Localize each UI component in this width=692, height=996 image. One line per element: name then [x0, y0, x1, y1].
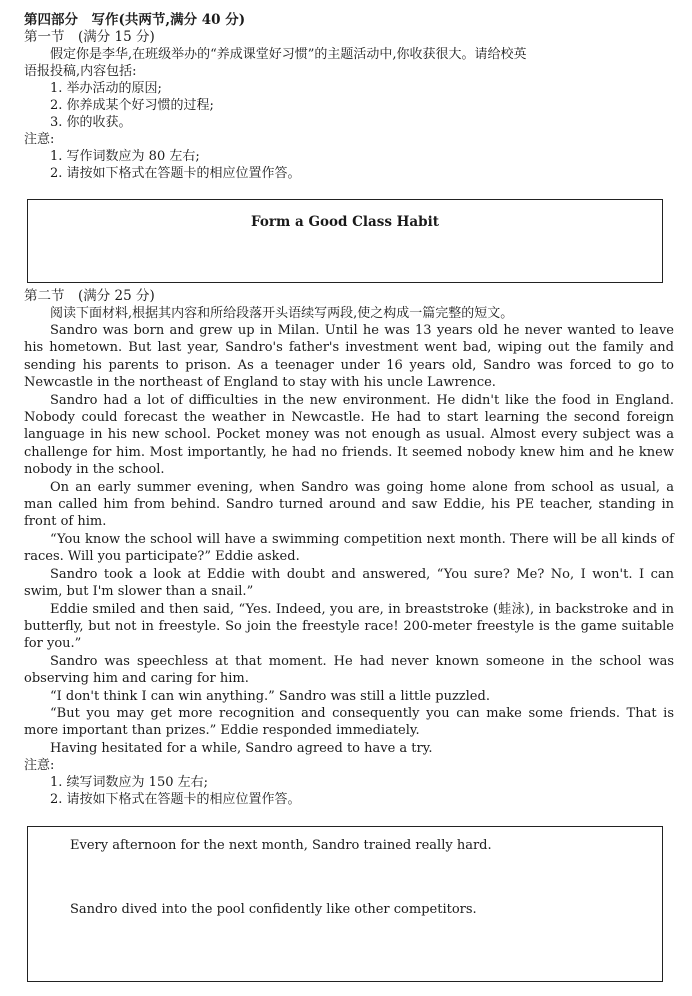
section1-note: 2. 请按如下格式在答题卡的相应位置作答。	[50, 166, 301, 181]
section2-instruction: 阅读下面材料,根据其内容和所给段落开头语续写两段,使之构成一篇完整的短文。	[50, 306, 514, 321]
paragraph-starter-1: Every afternoon for the next month, Sandro trained really hard.	[70, 838, 492, 853]
section1-note-label: 注意:	[24, 132, 55, 147]
story	[24, 322, 674, 757]
paragraph-starter-2: Sandro dived into the pool confidently like other competitors.	[70, 902, 477, 917]
section2-title: 第二节 (满分 25 分)	[24, 288, 155, 304]
story-paragraph: Sandro was speechless at that moment. He had never known someone in the school was observing him and caring for him.	[24, 653, 674, 687]
answer-box-1	[27, 199, 663, 283]
section2-note: 2. 请按如下格式在答题卡的相应位置作答。	[50, 792, 301, 808]
story-paragraph: “But you may get more recognition and consequently you can make some friends. That is more important than prizes.” Eddie responded immediately.	[24, 705, 674, 739]
story-paragraph: Eddie smiled and then said, “Yes. Indeed, you are, in breaststroke (蛙泳), in backstroke and in butterfly, but not in freestyle. So join the freestyle race! 200-meter freestyle is the game suitable for you.”	[24, 601, 674, 652]
part-title: 第四部分 写作(共两节,满分 40 分)	[24, 12, 246, 28]
section2-note-label: 注意:	[24, 758, 55, 774]
story-paragraph: On an early summer evening, when Sandro was going home alone from school as usual, a man called him from behind. Sandro turned around and saw Eddie, his PE teacher, standing in front of him.	[24, 479, 674, 530]
story-paragraph: “I don't think I can win anything.” Sandro was still a little puzzled.	[50, 688, 490, 704]
story-paragraph: Sandro had a lot of difficulties in the new environment. He didn't like the food in England. Nobody could forecast the weather in Newcastle. He had to start learning the second foreign language in his new school. Pocket money was not enough as usual. Almost every subject was a challenge for him. Most importantly, he had no friends. It seemed nobody knew him and he knew nobody in the school.	[24, 392, 674, 478]
section1-prompt-line1: 假定你是李华,在班级举办的“养成课堂好习惯”的主题活动中,你收获很大。请给校英	[50, 47, 527, 62]
section1-block	[24, 12, 674, 182]
section1-title: 第一节 (满分 15 分)	[24, 29, 155, 45]
section1-prompt-line2: 语报投稿,内容包括:	[24, 64, 137, 79]
section1-item: 1. 举办活动的原因;	[50, 81, 162, 96]
section1-item: 2. 你养成某个好习惯的过程;	[50, 98, 214, 113]
answer-box-1-title: Form a Good Class Habit	[251, 214, 439, 230]
story-paragraph: Having hesitated for a while, Sandro agreed to have a try.	[50, 740, 433, 756]
story-paragraph: Sandro was born and grew up in Milan. Until he was 13 years old he never wanted to leave his hometown. But last year, Sandro's father's investment went bad, wiping out the family and sending his parents to prison. As a teenager under 16 years old, Sandro was forced to go to Newcastle in the northeast of England to stay with his uncle Lawrence.	[24, 323, 674, 391]
story-paragraph: Sandro took a look at Eddie with doubt and answered, “You sure? Me? No, I won't. I can swim, but I'm slower than a snail.”	[24, 566, 674, 600]
section1-note: 1. 写作词数应为 80 左右;	[50, 149, 200, 164]
section1-item: 3. 你的收获。	[50, 115, 132, 130]
answer-box-2	[27, 826, 663, 982]
section2-note: 1. 续写词数应为 150 左右;	[50, 775, 208, 791]
section2-block	[24, 288, 674, 808]
story-paragraph: “You know the school will have a swimming competition next month. There will be all kinds of races. Will you participate?” Eddie asked.	[24, 531, 674, 565]
